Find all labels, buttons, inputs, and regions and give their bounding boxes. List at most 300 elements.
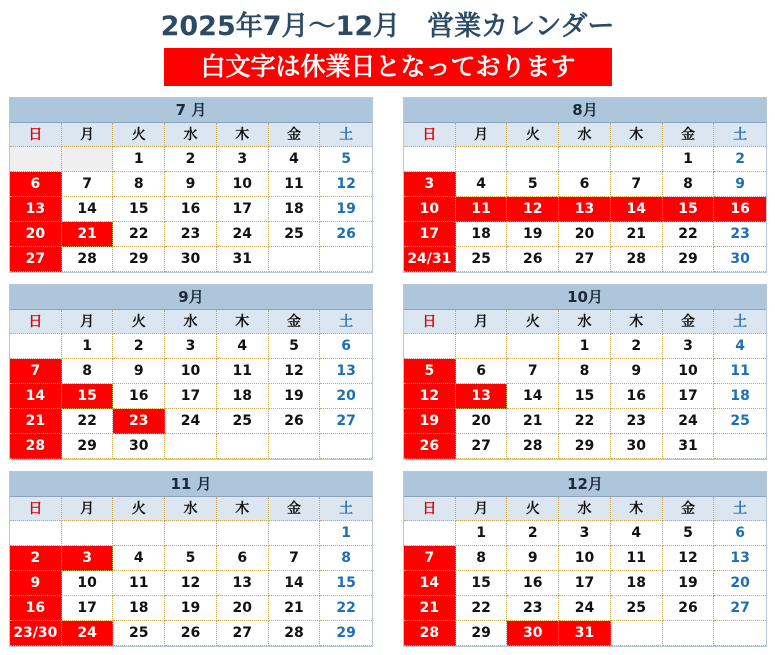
holiday-day-cell: 13 [456, 384, 508, 409]
day-cell: 9 [611, 359, 663, 384]
empty-day-cell [165, 521, 217, 546]
day-cell: 3 [165, 334, 217, 359]
day-cell: 27 [320, 409, 372, 434]
empty-day-cell [320, 434, 372, 459]
week-row [10, 434, 372, 459]
holiday-day-cell: 28 [404, 621, 456, 646]
weekday-label: 火 [507, 123, 559, 147]
day-cell: 16 [113, 384, 165, 409]
day-cell: 20 [456, 409, 508, 434]
day-cell: 11 [113, 571, 165, 596]
empty-day-cell [456, 147, 508, 172]
day-cell: 2 [113, 334, 165, 359]
empty-day-cell [404, 521, 456, 546]
holiday-day-cell: 14 [404, 571, 456, 596]
day-cell: 19 [320, 197, 372, 222]
weekday-label: 火 [113, 123, 165, 147]
empty-day-cell [62, 521, 114, 546]
day-cell: 7 [507, 359, 559, 384]
day-cell: 8 [113, 172, 165, 197]
day-cell: 31 [663, 434, 715, 459]
day-cell: 29 [113, 247, 165, 272]
day-cell: 12 [663, 546, 715, 571]
week-row [404, 409, 766, 434]
day-cell: 7 [62, 172, 114, 197]
empty-day-cell [611, 621, 663, 646]
holiday-day-cell: 19 [404, 409, 456, 434]
month-title: 9月 [10, 285, 372, 310]
day-cell: 25 [113, 621, 165, 646]
month-calendar-july [9, 97, 373, 273]
day-cell: 16 [165, 197, 217, 222]
day-cell: 8 [663, 172, 715, 197]
weekday-label: 日 [404, 310, 456, 334]
weekday-label: 木 [611, 310, 663, 334]
day-cell: 6 [559, 172, 611, 197]
day-cell: 18 [714, 384, 766, 409]
empty-day-cell [165, 434, 217, 459]
empty-day-cell [320, 247, 372, 272]
weekday-label: 土 [714, 123, 766, 147]
month-title: 11 月 [10, 472, 372, 497]
holiday-day-cell: 20 [10, 222, 62, 247]
holiday-day-cell: 23/30 [10, 621, 62, 646]
day-cell: 29 [320, 621, 372, 646]
day-cell: 21 [507, 409, 559, 434]
holiday-day-cell: 17 [404, 222, 456, 247]
day-cell: 19 [165, 596, 217, 621]
week-row [404, 247, 766, 272]
week-row [10, 172, 372, 197]
day-cell: 27 [456, 434, 508, 459]
weekday-label: 水 [559, 310, 611, 334]
day-cell: 22 [663, 222, 715, 247]
day-cell: 13 [217, 571, 269, 596]
day-cell: 15 [113, 197, 165, 222]
weekday-label: 土 [714, 497, 766, 521]
holiday-day-cell: 9 [10, 571, 62, 596]
day-cell: 4 [714, 334, 766, 359]
day-cell: 5 [165, 546, 217, 571]
day-cell: 24 [663, 409, 715, 434]
holiday-day-cell: 23 [113, 409, 165, 434]
day-cell: 8 [456, 546, 508, 571]
week-row [10, 359, 372, 384]
day-cell: 22 [62, 409, 114, 434]
day-cell: 14 [62, 197, 114, 222]
weekday-label: 水 [559, 123, 611, 147]
day-cell: 29 [663, 247, 715, 272]
holiday-day-cell: 26 [404, 434, 456, 459]
day-cell: 24 [559, 596, 611, 621]
week-row [10, 197, 372, 222]
day-cell: 10 [559, 546, 611, 571]
empty-day-cell [269, 521, 321, 546]
day-cell: 25 [269, 222, 321, 247]
day-cell: 30 [165, 247, 217, 272]
day-cell: 19 [663, 571, 715, 596]
day-cell: 13 [714, 546, 766, 571]
weekday-label: 土 [320, 310, 372, 334]
day-cell: 29 [559, 434, 611, 459]
day-cell: 6 [320, 334, 372, 359]
day-cell: 4 [217, 334, 269, 359]
weekday-label: 日 [10, 497, 62, 521]
day-cell: 15 [456, 571, 508, 596]
day-cell: 29 [456, 621, 508, 646]
empty-day-cell [404, 147, 456, 172]
day-cell: 10 [663, 359, 715, 384]
empty-day-cell [10, 521, 62, 546]
day-cell: 11 [714, 359, 766, 384]
day-cell: 27 [559, 247, 611, 272]
holiday-day-cell: 14 [10, 384, 62, 409]
day-cell: 26 [269, 409, 321, 434]
day-cell: 4 [113, 546, 165, 571]
month-calendar-november [9, 471, 373, 647]
week-row [10, 384, 372, 409]
empty-day-cell [10, 147, 62, 172]
day-cell: 20 [714, 571, 766, 596]
weekday-header-row [404, 123, 766, 147]
day-cell: 4 [456, 172, 508, 197]
day-cell: 17 [663, 384, 715, 409]
holiday-day-cell: 21 [404, 596, 456, 621]
weekday-label: 水 [165, 310, 217, 334]
day-cell: 4 [269, 147, 321, 172]
day-cell: 5 [663, 521, 715, 546]
day-cell: 30 [714, 247, 766, 272]
day-cell: 27 [714, 596, 766, 621]
day-cell: 17 [559, 571, 611, 596]
weekday-label: 日 [10, 310, 62, 334]
day-cell: 5 [269, 334, 321, 359]
weekday-header-row [10, 123, 372, 147]
day-cell: 26 [320, 222, 372, 247]
holiday-day-cell: 5 [404, 359, 456, 384]
weekday-label: 火 [113, 497, 165, 521]
day-cell: 30 [611, 434, 663, 459]
day-cell: 18 [611, 571, 663, 596]
day-cell: 2 [714, 147, 766, 172]
weekday-label: 木 [217, 123, 269, 147]
holiday-day-cell: 12 [404, 384, 456, 409]
holiday-day-cell: 13 [10, 197, 62, 222]
weekday-label: 金 [663, 497, 715, 521]
empty-day-cell [10, 334, 62, 359]
holiday-day-cell: 16 [10, 596, 62, 621]
day-cell: 24 [165, 409, 217, 434]
day-cell: 15 [320, 571, 372, 596]
weekday-label: 土 [320, 497, 372, 521]
weekday-label: 水 [165, 123, 217, 147]
day-cell: 3 [217, 147, 269, 172]
day-cell: 31 [217, 247, 269, 272]
day-cell: 18 [113, 596, 165, 621]
holiday-day-cell: 21 [10, 409, 62, 434]
day-cell: 26 [663, 596, 715, 621]
week-row [10, 147, 372, 172]
week-row [10, 571, 372, 596]
day-cell: 3 [559, 521, 611, 546]
day-cell: 30 [113, 434, 165, 459]
day-cell: 23 [165, 222, 217, 247]
day-cell: 17 [217, 197, 269, 222]
holiday-day-cell: 27 [10, 247, 62, 272]
weekday-label: 木 [217, 497, 269, 521]
day-cell: 8 [320, 546, 372, 571]
day-cell: 22 [559, 409, 611, 434]
holiday-day-cell: 3 [404, 172, 456, 197]
day-cell: 11 [217, 359, 269, 384]
week-row [10, 521, 372, 546]
day-cell: 5 [507, 172, 559, 197]
week-row [10, 409, 372, 434]
empty-day-cell [507, 147, 559, 172]
month-title: 12月 [404, 472, 766, 497]
day-cell: 3 [663, 334, 715, 359]
day-cell: 12 [165, 571, 217, 596]
day-cell: 10 [217, 172, 269, 197]
day-cell: 25 [217, 409, 269, 434]
day-cell: 1 [456, 521, 508, 546]
month-calendar-september [9, 284, 373, 460]
day-cell: 28 [507, 434, 559, 459]
weekday-label: 木 [217, 310, 269, 334]
weekday-label: 木 [611, 123, 663, 147]
holiday-day-cell: 7 [10, 359, 62, 384]
empty-day-cell [559, 147, 611, 172]
week-row [10, 334, 372, 359]
week-row [404, 571, 766, 596]
day-cell: 1 [113, 147, 165, 172]
holiday-day-cell: 14 [611, 197, 663, 222]
holiday-day-cell: 13 [559, 197, 611, 222]
weekday-label: 月 [62, 123, 114, 147]
day-cell: 12 [269, 359, 321, 384]
weekday-label: 月 [456, 310, 508, 334]
week-row [404, 596, 766, 621]
day-cell: 1 [559, 334, 611, 359]
day-cell: 8 [62, 359, 114, 384]
month-calendar-august [403, 97, 767, 273]
day-cell: 6 [714, 521, 766, 546]
day-cell: 10 [165, 359, 217, 384]
empty-day-cell [269, 247, 321, 272]
day-cell: 11 [269, 172, 321, 197]
day-cell: 20 [320, 384, 372, 409]
day-cell: 8 [559, 359, 611, 384]
weekday-label: 月 [456, 497, 508, 521]
day-cell: 1 [320, 521, 372, 546]
holiday-day-cell: 2 [10, 546, 62, 571]
weekday-label: 金 [269, 310, 321, 334]
month-title: 10月 [404, 285, 766, 310]
day-cell: 7 [611, 172, 663, 197]
holiday-day-cell: 7 [404, 546, 456, 571]
month-title: 8月 [404, 98, 766, 123]
weekday-label: 土 [320, 123, 372, 147]
empty-day-cell [714, 434, 766, 459]
weekday-label: 月 [62, 497, 114, 521]
empty-day-cell [611, 147, 663, 172]
empty-day-cell [507, 334, 559, 359]
weekday-header-row [404, 497, 766, 521]
holiday-day-cell: 3 [62, 546, 114, 571]
day-cell: 12 [320, 172, 372, 197]
empty-day-cell [456, 334, 508, 359]
empty-day-cell [217, 434, 269, 459]
week-row [10, 596, 372, 621]
holiday-day-cell: 12 [507, 197, 559, 222]
day-cell: 18 [269, 197, 321, 222]
week-row [404, 222, 766, 247]
weekday-label: 日 [404, 123, 456, 147]
weekday-label: 火 [507, 310, 559, 334]
page-title: 2025年7月～12月 営業カレンダー [160, 11, 615, 42]
day-cell: 21 [269, 596, 321, 621]
holiday-day-cell: 6 [10, 172, 62, 197]
holiday-day-cell: 28 [10, 434, 62, 459]
day-cell: 20 [217, 596, 269, 621]
day-cell: 6 [456, 359, 508, 384]
day-cell: 23 [507, 596, 559, 621]
day-cell: 22 [456, 596, 508, 621]
day-cell: 6 [217, 546, 269, 571]
day-cell: 2 [507, 521, 559, 546]
day-cell: 10 [62, 571, 114, 596]
day-cell: 1 [663, 147, 715, 172]
day-cell: 4 [611, 521, 663, 546]
holiday-day-cell: 15 [663, 197, 715, 222]
month-title: 7 月 [10, 98, 372, 123]
week-row [404, 172, 766, 197]
empty-day-cell [62, 147, 114, 172]
empty-day-cell [269, 434, 321, 459]
holiday-day-cell: 24/31 [404, 247, 456, 272]
holiday-day-cell: 10 [404, 197, 456, 222]
holiday-notice-banner: 白文字は休業日となっております [164, 48, 612, 86]
holiday-day-cell: 16 [714, 197, 766, 222]
week-row [404, 521, 766, 546]
day-cell: 28 [269, 621, 321, 646]
day-cell: 11 [611, 546, 663, 571]
day-cell: 7 [269, 546, 321, 571]
day-cell: 1 [62, 334, 114, 359]
week-row [404, 197, 766, 222]
weekday-label: 金 [663, 123, 715, 147]
month-calendar-december [403, 471, 767, 647]
month-calendar-october [403, 284, 767, 460]
empty-day-cell [714, 621, 766, 646]
holiday-day-cell: 15 [62, 384, 114, 409]
day-cell: 19 [269, 384, 321, 409]
week-row [10, 222, 372, 247]
day-cell: 21 [611, 222, 663, 247]
weekday-label: 金 [269, 497, 321, 521]
day-cell: 29 [62, 434, 114, 459]
day-cell: 16 [507, 571, 559, 596]
weekday-label: 月 [62, 310, 114, 334]
day-cell: 28 [611, 247, 663, 272]
holiday-day-cell: 11 [456, 197, 508, 222]
weekday-label: 土 [714, 310, 766, 334]
weekday-header-row [10, 310, 372, 334]
day-cell: 20 [559, 222, 611, 247]
weekday-label: 水 [165, 497, 217, 521]
day-cell: 9 [165, 172, 217, 197]
day-cell: 2 [611, 334, 663, 359]
weekday-label: 木 [611, 497, 663, 521]
day-cell: 14 [269, 571, 321, 596]
day-cell: 15 [559, 384, 611, 409]
day-cell: 2 [165, 147, 217, 172]
holiday-day-cell: 31 [559, 621, 611, 646]
day-cell: 9 [507, 546, 559, 571]
weekday-header-row [404, 310, 766, 334]
day-cell: 23 [611, 409, 663, 434]
weekday-header-row [10, 497, 372, 521]
week-row [404, 621, 766, 646]
day-cell: 13 [320, 359, 372, 384]
day-cell: 25 [611, 596, 663, 621]
day-cell: 16 [611, 384, 663, 409]
week-row [404, 359, 766, 384]
weekday-label: 水 [559, 497, 611, 521]
day-cell: 25 [456, 247, 508, 272]
day-cell: 27 [217, 621, 269, 646]
week-row [404, 334, 766, 359]
week-row [404, 434, 766, 459]
day-cell: 17 [62, 596, 114, 621]
day-cell: 5 [320, 147, 372, 172]
day-cell: 26 [165, 621, 217, 646]
weekday-label: 火 [507, 497, 559, 521]
weekday-label: 月 [456, 123, 508, 147]
holiday-day-cell: 24 [62, 621, 114, 646]
holiday-day-cell: 21 [62, 222, 114, 247]
holiday-day-cell: 30 [507, 621, 559, 646]
day-cell: 22 [113, 222, 165, 247]
empty-day-cell [404, 334, 456, 359]
day-cell: 23 [714, 222, 766, 247]
weekday-label: 金 [269, 123, 321, 147]
day-cell: 18 [456, 222, 508, 247]
week-row [10, 546, 372, 571]
day-cell: 22 [320, 596, 372, 621]
day-cell: 26 [507, 247, 559, 272]
day-cell: 24 [217, 222, 269, 247]
week-row [404, 384, 766, 409]
weekday-label: 金 [663, 310, 715, 334]
day-cell: 17 [165, 384, 217, 409]
day-cell: 9 [714, 172, 766, 197]
weekday-label: 日 [404, 497, 456, 521]
week-row [10, 621, 372, 646]
empty-day-cell [113, 521, 165, 546]
day-cell: 19 [507, 222, 559, 247]
day-cell: 14 [507, 384, 559, 409]
day-cell: 25 [714, 409, 766, 434]
week-row [10, 247, 372, 272]
day-cell: 18 [217, 384, 269, 409]
empty-day-cell [663, 621, 715, 646]
week-row [404, 546, 766, 571]
day-cell: 9 [113, 359, 165, 384]
week-row [404, 147, 766, 172]
weekday-label: 火 [113, 310, 165, 334]
weekday-label: 日 [10, 123, 62, 147]
